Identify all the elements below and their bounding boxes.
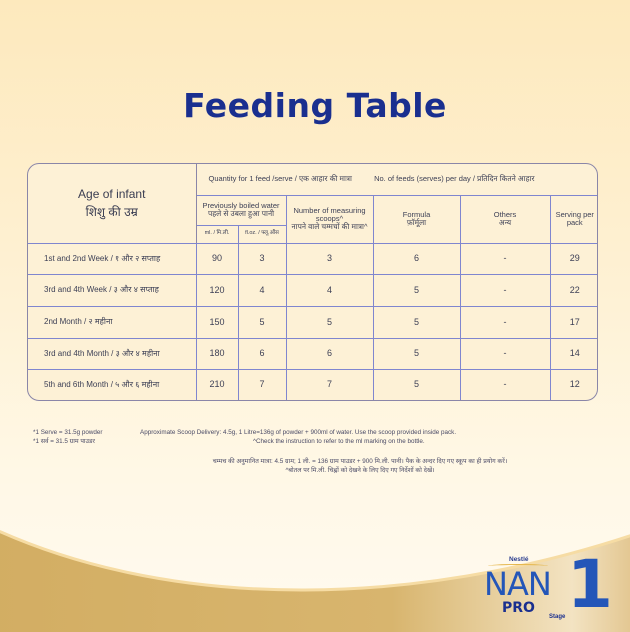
cell-scoops: 7 xyxy=(286,370,373,400)
cell-serving: 17 xyxy=(550,306,598,338)
header-scoops xyxy=(286,195,373,243)
table-row xyxy=(28,243,598,275)
header-water-floz: fl.oz. / फ्लू.औंस xyxy=(238,225,286,243)
cell-ml: 90 xyxy=(196,243,238,275)
stage-label: Stage xyxy=(549,614,566,620)
table-row xyxy=(28,370,598,400)
header-feeds-group: No. of feeds (serves) per day / प्रतिदिन कितने आहार xyxy=(374,174,535,184)
scoop-footnote-en xyxy=(140,429,560,446)
cell-others: - xyxy=(460,370,550,400)
cell-scoops: 6 xyxy=(286,338,373,370)
check-instruction-hi: ^बोतल पर मि.ली. चिह्नों को देखने के लिए दिए गए निर्देशों को देखें। xyxy=(285,466,435,474)
cell-ml: 150 xyxy=(196,306,238,338)
cell-formula: 5 xyxy=(373,275,460,307)
header-formula-en: Formula xyxy=(402,210,431,220)
scoop-delivery-hi: चम्मच की अनुमानित मात्रा: 4.5 ग्राम; 1 ली. = 136 ग्राम पाउडर + 900 मि.ली. पानी। पैक के अन्दर दिए गए स्कूप का ही प्रयोग करें। xyxy=(212,458,508,465)
cell-serving: 29 xyxy=(550,243,598,275)
header-water xyxy=(196,195,286,225)
nestle-brand: Nestlé xyxy=(509,556,529,563)
table-row xyxy=(28,338,598,370)
header-formula xyxy=(373,195,460,243)
cell-others: - xyxy=(460,243,550,275)
cell-serving: 14 xyxy=(550,338,598,370)
cell-scoops: 3 xyxy=(286,243,373,275)
header-others xyxy=(460,195,550,243)
cell-serving: 12 xyxy=(550,370,598,400)
header-age-hi: शिशु की उम्र xyxy=(85,205,138,220)
serve-footnote-hi: *1 सर्व = 31.5 ग्राम पाउडर xyxy=(33,437,95,445)
page-title: Feeding Table xyxy=(183,86,447,125)
cell-age: 5th and 6th Month / ५ और ६ महीना xyxy=(28,370,196,400)
cell-age: 2nd Month / २ महीना xyxy=(28,306,196,338)
cell-others: - xyxy=(460,306,550,338)
cell-floz: 3 xyxy=(238,243,286,275)
header-water-ml: ml. / मि.ली. xyxy=(196,225,238,243)
nan-wordmark: NAN xyxy=(484,565,551,603)
cell-floz: 6 xyxy=(238,338,286,370)
feeding-table xyxy=(27,163,598,401)
header-quantity-group: Quantity for 1 feed /serve / एक आहार की मात्रा xyxy=(208,174,352,184)
nan-pro-logo xyxy=(484,546,613,626)
cell-formula: 6 xyxy=(373,243,460,275)
serve-footnote-en: *1 Serve = 31.5g powder xyxy=(33,429,103,436)
pro-wordmark: PRO xyxy=(502,600,535,616)
cell-scoops: 5 xyxy=(286,306,373,338)
cell-floz: 4 xyxy=(238,275,286,307)
stage-number: 1 xyxy=(567,546,613,623)
header-water-hi: पहले से उबला हुआ पानी xyxy=(207,209,275,218)
cell-floz: 5 xyxy=(238,306,286,338)
cell-others: - xyxy=(460,338,550,370)
cell-age: 1st and 2nd Week / १ और २ सप्ताह xyxy=(28,243,196,275)
cell-ml: 180 xyxy=(196,338,238,370)
cell-floz: 7 xyxy=(238,370,286,400)
serve-footnote xyxy=(33,429,103,446)
cell-scoops: 4 xyxy=(286,275,373,307)
cell-formula: 5 xyxy=(373,306,460,338)
header-others-hi: अन्य xyxy=(498,218,512,227)
table-row xyxy=(28,275,598,307)
cell-age: 3rd and 4th Week / ३ और ४ सप्ताह xyxy=(28,275,196,307)
cell-age: 3rd and 4th Month / ३ और ४ महीना xyxy=(28,338,196,370)
header-age xyxy=(28,164,196,243)
scoop-footnote-hi xyxy=(160,458,560,475)
scoop-delivery-en: Approximate Scoop Delivery: 4.5g, 1 Litre=136g of powder + 900ml of water. Use the scoop provided inside pack. xyxy=(140,429,457,436)
check-instruction-en: ^Check the instruction to refer to the ml marking on the bottle. xyxy=(253,437,425,445)
cell-ml: 120 xyxy=(196,275,238,307)
cell-ml: 210 xyxy=(196,370,238,400)
cell-others: - xyxy=(460,275,550,307)
cell-formula: 5 xyxy=(373,338,460,370)
header-water-en: Previously boiled water xyxy=(202,201,280,211)
header-age-en: Age of infant xyxy=(78,187,146,202)
table-row xyxy=(28,306,598,338)
cell-serving: 22 xyxy=(550,275,598,307)
header-others-en: Others xyxy=(493,210,517,220)
header-scoops-hi: नापने वाले चम्मचों की मात्रा^ xyxy=(291,221,368,231)
header-formula-hi: फ़ॉर्मूला xyxy=(406,218,427,227)
cell-formula: 5 xyxy=(373,370,460,400)
header-scoops-en: Number of measuring scoops^ xyxy=(293,206,366,224)
header-group-row xyxy=(196,164,598,195)
header-serving: Serving per pack xyxy=(550,195,598,243)
